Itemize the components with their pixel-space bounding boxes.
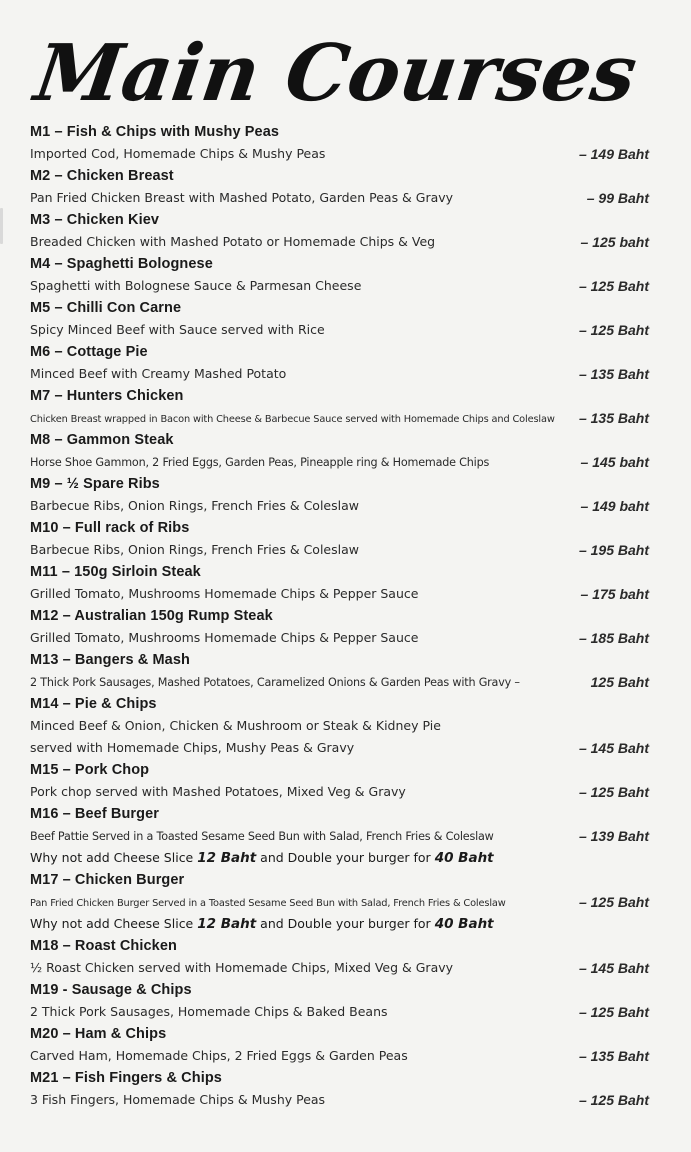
item-name: M8 – Gammon Steak <box>30 432 174 448</box>
item-price: – 125 Baht <box>578 278 649 294</box>
menu-item-m19 <box>30 979 655 1023</box>
menu-item-m7 <box>30 385 655 429</box>
item-line <box>30 957 655 979</box>
item-price: – 145 baht <box>580 454 649 470</box>
item-description: Pan Fried Chicken Burger Served in a Toasted Sesame Seed Bun with Salad, French Fries & Coleslaw <box>30 898 506 909</box>
menu-item-m12 <box>30 605 655 649</box>
item-description: Grilled Tomato, Mushrooms Homemade Chips & Pepper Sauce <box>30 630 419 645</box>
item-name: M6 – Cottage Pie <box>30 344 148 360</box>
item-line <box>30 539 655 561</box>
item-name: M17 – Chicken Burger <box>30 872 185 888</box>
item-description: Spaghetti with Bolognese Sauce & Parmesan Cheese <box>30 278 362 293</box>
addon-cheese-price: 12 Baht <box>197 850 257 866</box>
item-description: 3 Fish Fingers, Homemade Chips & Mushy Peas <box>30 1092 326 1107</box>
addon-cheese-price: 12 Baht <box>197 916 257 932</box>
item-line <box>30 627 655 649</box>
menu-item-m11 <box>30 561 655 605</box>
menu-item-m10 <box>30 517 655 561</box>
item-price: – 145 Baht <box>578 960 649 976</box>
item-addon-offer <box>30 913 655 935</box>
addon-text: and Double your burger for <box>256 850 435 865</box>
item-line <box>30 715 655 737</box>
item-description: Beef Pattie Served in a Toasted Sesame Seed Bun with Salad, French Fries & Coleslaw <box>30 830 494 843</box>
item-line <box>30 1089 655 1111</box>
item-name: M9 – ½ Spare Ribs <box>30 476 160 492</box>
item-description: 2 Thick Pork Sausages, Homemade Chips & Baked Beans <box>30 1004 388 1019</box>
menu-item-m8 <box>30 429 655 473</box>
menu-item-m5 <box>30 297 655 341</box>
menu-item-m14 <box>30 693 655 759</box>
item-description: Barbecue Ribs, Onion Rings, French Fries & Coleslaw <box>30 498 359 513</box>
menu-item-m1 <box>30 121 655 165</box>
item-description: Breaded Chicken with Mashed Potato or Homemade Chips & Veg <box>30 234 436 249</box>
item-price: – 125 Baht <box>578 894 649 910</box>
item-description: Grilled Tomato, Mushrooms Homemade Chips & Pepper Sauce <box>30 586 419 601</box>
menu-title-script <box>0 8 691 126</box>
item-price: – 99 Baht <box>586 190 649 206</box>
menu-item-m3 <box>30 209 655 253</box>
item-name: M2 – Chicken Breast <box>30 168 174 184</box>
item-name: M21 – Fish Fingers & Chips <box>30 1070 222 1086</box>
item-line <box>30 671 655 693</box>
item-price: – 135 Baht <box>578 366 649 382</box>
addon-double-price: 40 Baht <box>434 850 494 866</box>
item-price: – 195 Baht <box>578 542 649 558</box>
item-description: Pan Fried Chicken Breast with Mashed Potato, Garden Peas & Gravy <box>30 190 454 205</box>
item-addon-offer <box>30 847 655 869</box>
menu-item-m20 <box>30 1023 655 1067</box>
menu-item-m15 <box>30 759 655 803</box>
item-price: – 125 Baht <box>578 322 649 338</box>
item-name: M15 – Pork Chop <box>30 762 150 778</box>
menu-item-m17 <box>30 869 655 935</box>
item-name: M19 - Sausage & Chips <box>30 982 192 998</box>
item-price: – 149 baht <box>580 498 649 514</box>
menu-item-m2 <box>30 165 655 209</box>
addon-double-price: 40 Baht <box>434 916 494 932</box>
item-price: – 149 Baht <box>578 146 649 162</box>
item-description: Imported Cod, Homemade Chips & Mushy Peas <box>30 146 326 161</box>
item-name: M13 – Bangers & Mash <box>30 652 190 668</box>
item-line <box>30 891 655 913</box>
item-name: M3 – Chicken Kiev <box>30 212 160 228</box>
item-line <box>30 407 655 429</box>
item-line <box>30 363 655 385</box>
item-name: M16 – Beef Burger <box>30 806 160 822</box>
item-price: – 175 baht <box>580 586 649 602</box>
item-description: 2 Thick Pork Sausages, Mashed Potatoes, Caramelized Onions & Garden Peas with Gravy – <box>30 676 520 689</box>
item-line <box>30 275 655 297</box>
item-line <box>30 319 655 341</box>
item-description: Barbecue Ribs, Onion Rings, French Fries & Coleslaw <box>30 542 359 557</box>
item-description: Chicken Breast wrapped in Bacon with Cheese & Barbecue Sauce served with Homemade Chips and Coleslaw <box>30 414 555 425</box>
item-line <box>30 737 655 759</box>
item-price: – 125 Baht <box>578 1092 649 1108</box>
item-line <box>30 231 655 253</box>
item-description: ½ Roast Chicken served with Homemade Chips, Mixed Veg & Gravy <box>30 960 454 975</box>
item-name: M4 – Spaghetti Bolognese <box>30 256 213 272</box>
item-description: Horse Shoe Gammon, 2 Fried Eggs, Garden Peas, Pineapple ring & Homemade Chips <box>30 456 490 469</box>
addon-text: Why not add Cheese Slice <box>30 850 198 865</box>
menu-item-m21 <box>30 1067 655 1111</box>
item-line <box>30 495 655 517</box>
item-line <box>30 583 655 605</box>
item-description: Minced Beef with Creamy Mashed Potato <box>30 366 287 381</box>
item-price: – 125 Baht <box>578 1004 649 1020</box>
menu-item-m9 <box>30 473 655 517</box>
addon-text: and Double your burger for <box>256 916 435 931</box>
item-name: M1 – Fish & Chips with Mushy Peas <box>30 124 280 140</box>
item-description-continued: served with Homemade Chips, Mushy Peas & Gravy <box>30 740 355 755</box>
item-line <box>30 143 655 165</box>
item-line <box>30 1001 655 1023</box>
item-line <box>30 187 655 209</box>
item-name: M5 – Chilli Con Carne <box>30 300 182 316</box>
item-price: – 125 Baht <box>578 784 649 800</box>
item-description: Carved Ham, Homemade Chips, 2 Fried Eggs & Garden Peas <box>30 1048 408 1063</box>
item-name: M20 – Ham & Chips <box>30 1026 167 1042</box>
item-price: – 135 Baht <box>578 410 649 426</box>
item-name: M10 – Full rack of Ribs <box>30 520 190 536</box>
menu-item-m6 <box>30 341 655 385</box>
item-price: – 135 Baht <box>578 1048 649 1064</box>
item-line <box>30 825 655 847</box>
item-price: – 185 Baht <box>578 630 649 646</box>
addon-text: Why not add Cheese Slice <box>30 916 198 931</box>
menu-item-m16 <box>30 803 655 869</box>
item-name: M7 – Hunters Chicken <box>30 388 184 404</box>
menu-title-text: Main Courses <box>29 27 643 119</box>
item-description: Pork chop served with Mashed Potatoes, Mixed Veg & Gravy <box>30 784 406 799</box>
menu-item-m13 <box>30 649 655 693</box>
item-line <box>30 451 655 473</box>
item-price: – 139 Baht <box>578 828 649 844</box>
item-name: M12 – Australian 150g Rump Steak <box>30 608 273 624</box>
item-name: M18 – Roast Chicken <box>30 938 177 954</box>
item-description: Spicy Minced Beef with Sauce served with Rice <box>30 322 325 337</box>
item-name: M11 – 150g Sirloin Steak <box>30 564 201 580</box>
item-line <box>30 781 655 803</box>
item-name: M14 – Pie & Chips <box>30 696 157 712</box>
item-price: 125 Baht <box>590 674 649 690</box>
item-description: Minced Beef & Onion, Chicken & Mushroom or Steak & Kidney Pie <box>30 718 441 733</box>
item-price: – 125 baht <box>580 234 649 250</box>
item-price: – 145 Baht <box>578 740 649 756</box>
menu-item-m4 <box>30 253 655 297</box>
menu-title <box>0 8 691 126</box>
menu-item-m18 <box>30 935 655 979</box>
scroll-edge-marker <box>0 208 3 244</box>
menu-list <box>30 121 655 1111</box>
item-line <box>30 1045 655 1067</box>
